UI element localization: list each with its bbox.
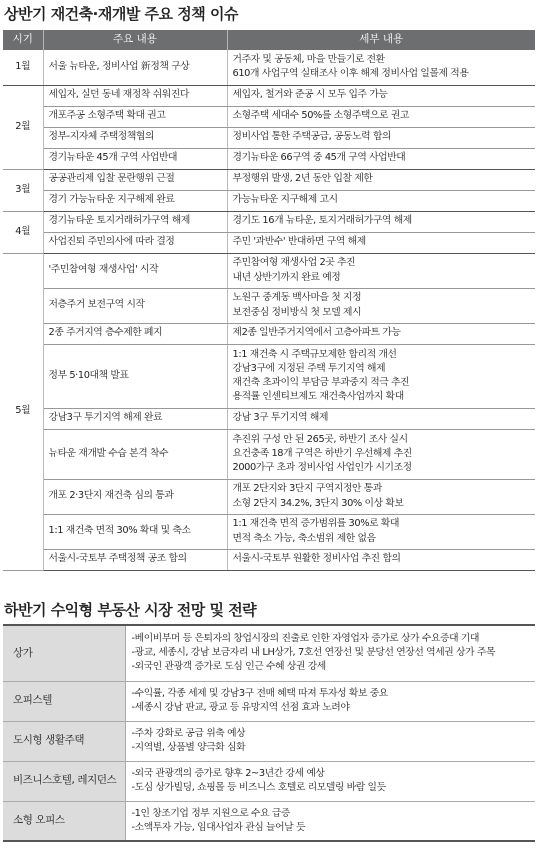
outlook-desc-cell <box>125 801 535 841</box>
header-main: 주요 내용 <box>43 30 227 50</box>
main-content-text: '주민참여형 재생사업' 시작 <box>48 264 159 276</box>
main-content-cell <box>43 288 227 323</box>
detail-content-cell <box>227 288 535 323</box>
policy-row <box>3 429 535 479</box>
policy-row <box>3 106 535 127</box>
policy-row <box>3 253 535 288</box>
detail-content-text: 서울시-국토부 원활한 정비사업 추진 합의 <box>232 553 401 565</box>
main-content-cell <box>43 323 227 344</box>
header-period: 시기 <box>3 30 43 50</box>
policy-row <box>3 479 535 514</box>
detail-content-text: 추진위 구성 안 된 265곳, 하반기 조사 실시 <box>232 433 408 445</box>
main-content-cell <box>43 408 227 429</box>
detail-content-cell <box>227 514 535 549</box>
policy-row <box>3 211 535 232</box>
outlook-row <box>3 625 535 681</box>
detail-content-cell <box>227 211 535 232</box>
section-title-policy: 상반기 재건축·재개발 주요 정책 이슈 <box>4 5 238 23</box>
main-content-text: 2종 주거지역 층수제한 폐지 <box>48 327 163 339</box>
detail-content-text: 소형주택 세대수 50%를 소형주택으로 권고 <box>232 110 409 122</box>
outlook-desc-cell <box>125 681 535 721</box>
detail-content-cell <box>227 253 535 288</box>
detail-content-cell <box>227 323 535 344</box>
policy-row <box>3 408 535 429</box>
outlook-desc-text: -외국인 관광객 증가로 도심 인근 수혜 상권 강세 <box>131 661 326 673</box>
main-content-cell <box>43 127 227 148</box>
property-type-cell: 도시형 생활주택 <box>3 721 125 761</box>
detail-content-cell <box>227 127 535 148</box>
main-content-cell <box>43 344 227 408</box>
main-content-cell <box>43 253 227 288</box>
main-content-text: 경기뉴타운 45개 구역 사업반대 <box>48 152 178 164</box>
main-content-text: 강남3구 투기지역 해제 완료 <box>48 412 163 424</box>
detail-content-cell <box>227 232 535 253</box>
detail-content-text: 강남 3구 투기지역 해제 <box>232 412 329 424</box>
main-content-cell <box>43 106 227 127</box>
outlook-desc-text: -주차 강화로 공급 위축 예상 <box>131 727 246 739</box>
detail-content-cell <box>227 50 535 85</box>
main-content-text: 서울시-국토부 주택정책 공조 합의 <box>48 553 187 565</box>
outlook-desc-text: -지역별, 상품별 양극화 심화 <box>131 742 246 753</box>
outlook-row <box>3 801 535 841</box>
outlook-table <box>3 624 535 842</box>
policy-row <box>3 190 535 211</box>
detail-content-cell <box>227 408 535 429</box>
outlook-desc-text: -세종시 강남 판교, 광교 등 유망지역 선점 효과 노려야 <box>131 702 350 713</box>
detail-content-text: 재건축 초과이익 부담금 부과중지 적극 추진 <box>232 377 410 388</box>
detail-content-text: 경기뉴타운 66구역 중 45개 구역 사업반대 <box>232 152 406 164</box>
detail-content-text: 610개 사업구역 실태조사 이후 해제 정비사업 일몰제 적용 <box>232 68 469 80</box>
detail-content-text: 개포 2단지와 3단지 구역지정안 통과 <box>232 483 382 495</box>
outlook-desc-cell <box>125 625 535 681</box>
policy-row <box>3 344 535 408</box>
outlook-table-body <box>3 625 535 841</box>
detail-content-text: 노원구 중계동 백사마을 첫 지정 <box>232 292 362 304</box>
detail-content-text: 가능뉴타운 지구해제 고시 <box>232 194 338 206</box>
detail-content-cell <box>227 169 535 190</box>
main-content-cell <box>43 148 227 169</box>
detail-content-cell <box>227 106 535 127</box>
detail-content-text: 용적률 인센티브제도 재건축사업까지 확대 <box>232 391 404 403</box>
outlook-desc-text: -1인 창조기업 정부 지원으로 수요 급증 <box>131 807 290 819</box>
outlook-desc-cell <box>125 721 535 761</box>
detail-content-text: 1:1 재건축 면적 증가범위를 30%로 확대 <box>232 518 400 530</box>
main-content-text: 뉴타운 재개발 수습 본격 착수 <box>48 447 169 459</box>
main-content-cell <box>43 169 227 190</box>
section-title-outlook: 하반기 수익형 부동산 시장 전망 및 전략 <box>4 601 257 619</box>
main-content-cell <box>43 514 227 549</box>
period-cell: 5월 <box>3 253 43 570</box>
detail-content-text: 1:1 재건축 시 주택규모제한 합리적 개선 <box>232 348 397 360</box>
main-content-text: 정부 5·10대책 발표 <box>48 369 129 381</box>
detail-content-text: 2000가구 초과 정비사업 사업인가 시기조정 <box>232 462 412 474</box>
main-content-cell <box>43 190 227 211</box>
property-type-cell: 상가 <box>3 625 125 681</box>
main-content-text: 정부-지자체 주택정책협의 <box>48 131 155 143</box>
main-content-cell <box>43 429 227 479</box>
policy-table-body <box>3 50 535 570</box>
outlook-desc-text: -외국 관광객의 증가로 향후 2~3년간 강세 예상 <box>131 767 325 779</box>
detail-content-cell <box>227 85 535 106</box>
detail-content-text: 소형 2단지 34.2%, 3단지 30% 이상 확보 <box>232 497 404 509</box>
detail-content-text: 주민참여형 재생사업 2곳 추진 <box>232 257 356 269</box>
detail-content-text: 경기도 16개 뉴타운, 토지거래허가구역 해제 <box>232 215 412 227</box>
main-content-cell <box>43 549 227 570</box>
outlook-row <box>3 681 535 721</box>
main-content-text: 사업진퇴 주민의사에 따라 결정 <box>48 236 175 248</box>
outlook-desc-text: -도심 상가빌딩, 쇼핑몰 등 비즈니스 호텔로 리모델링 바람 일듯 <box>131 782 386 793</box>
detail-content-text: 세입자, 철거와 준공 시 모두 입주 가능 <box>232 89 388 101</box>
outlook-desc-text: -소액투자 가능, 임대사업자 관심 늘어날 듯 <box>131 821 306 833</box>
header-detail: 세부 내용 <box>227 30 535 50</box>
detail-content-text: 보전중심 정비방식 첫 모델 제시 <box>232 306 362 318</box>
main-content-text: 개포주공 소형주택 확대 권고 <box>48 110 166 122</box>
detail-content-text: 면적 축소 가능, 축소범위 제한 없음 <box>232 532 376 544</box>
detail-content-cell <box>227 148 535 169</box>
detail-content-text: 강남3구에 지정된 주택 투기지역 해제 <box>232 362 386 374</box>
main-content-text: 경기 가능뉴타운 지구해제 완료 <box>48 194 175 206</box>
detail-content-text: 부정행위 발생, 2년 동안 입찰 제한 <box>232 173 373 185</box>
policy-row <box>3 514 535 549</box>
main-content-text: 경기뉴타운 토지거래허가구역 해제 <box>48 215 190 227</box>
detail-content-text: 내년 상반기까지 완료 예정 <box>232 271 341 283</box>
main-content-text: 공공관리제 입찰 문란행위 근절 <box>48 173 175 185</box>
policy-table <box>3 30 535 571</box>
main-content-cell <box>43 50 227 85</box>
policy-row <box>3 323 535 344</box>
main-content-text: 개포 2·3단지 재건축 심의 통과 <box>48 490 174 502</box>
period-cell: 2월 <box>3 85 43 169</box>
detail-content-cell <box>227 429 535 479</box>
outlook-desc-text: -베이비부머 등 은퇴자의 창업시장의 진출로 인한 자영업자 증가로 상가 수요증대 기대 <box>131 632 480 644</box>
main-content-cell <box>43 211 227 232</box>
property-type-cell: 비즈니스호텔, 레지던스 <box>3 761 125 801</box>
detail-content-text: 요건충족 18개 구역은 하반기 우선해제 추진 <box>232 447 412 459</box>
property-type-cell: 소형 오피스 <box>3 801 125 841</box>
policy-row <box>3 549 535 570</box>
detail-content-text: 주민 '과반수' 반대하면 구역 해제 <box>232 236 366 248</box>
main-content-text: 저층주거 보전구역 시작 <box>48 299 145 311</box>
detail-content-cell <box>227 549 535 570</box>
policy-row <box>3 169 535 190</box>
policy-row <box>3 288 535 323</box>
policy-row <box>3 148 535 169</box>
main-content-text: 서울 뉴타운, 정비사업 新정책 구상 <box>48 61 190 73</box>
period-cell: 3월 <box>3 169 43 211</box>
policy-table-header <box>3 30 535 50</box>
outlook-row <box>3 761 535 801</box>
detail-content-cell <box>227 190 535 211</box>
main-content-text: 세입자, 실던 동네 재정착 쉬워진다 <box>48 89 189 101</box>
detail-content-cell <box>227 479 535 514</box>
policy-row <box>3 232 535 253</box>
outlook-desc-text: -수익률, 각종 세제 및 강남3구 전매 혜택 따져 투자성 확보 중요 <box>131 687 388 699</box>
period-cell: 1월 <box>3 50 43 85</box>
detail-content-text: 거주자 및 공동체, 마을 만들기로 전환 <box>232 54 385 66</box>
property-type-cell: 오피스텔 <box>3 681 125 721</box>
main-content-cell <box>43 232 227 253</box>
detail-content-cell <box>227 344 535 408</box>
main-content-cell <box>43 85 227 106</box>
policy-row <box>3 85 535 106</box>
detail-content-text: 제2종 일반주거지역에서 고층아파트 가능 <box>232 327 401 339</box>
policy-row <box>3 50 535 85</box>
outlook-desc-text: -광교, 세종시, 강남 보금자리 내 LH상가, 7호선 연장선 및 분당선 연장선 역세권 상가 주목 <box>131 647 496 659</box>
outlook-desc-cell <box>125 761 535 801</box>
detail-content-text: 정비사업 통한 주택공급, 공동노력 합의 <box>232 131 392 143</box>
main-content-cell <box>43 479 227 514</box>
period-cell: 4월 <box>3 211 43 253</box>
policy-row <box>3 127 535 148</box>
main-content-text: 1:1 재건축 면적 30% 확대 및 축소 <box>48 525 191 537</box>
outlook-row <box>3 721 535 761</box>
